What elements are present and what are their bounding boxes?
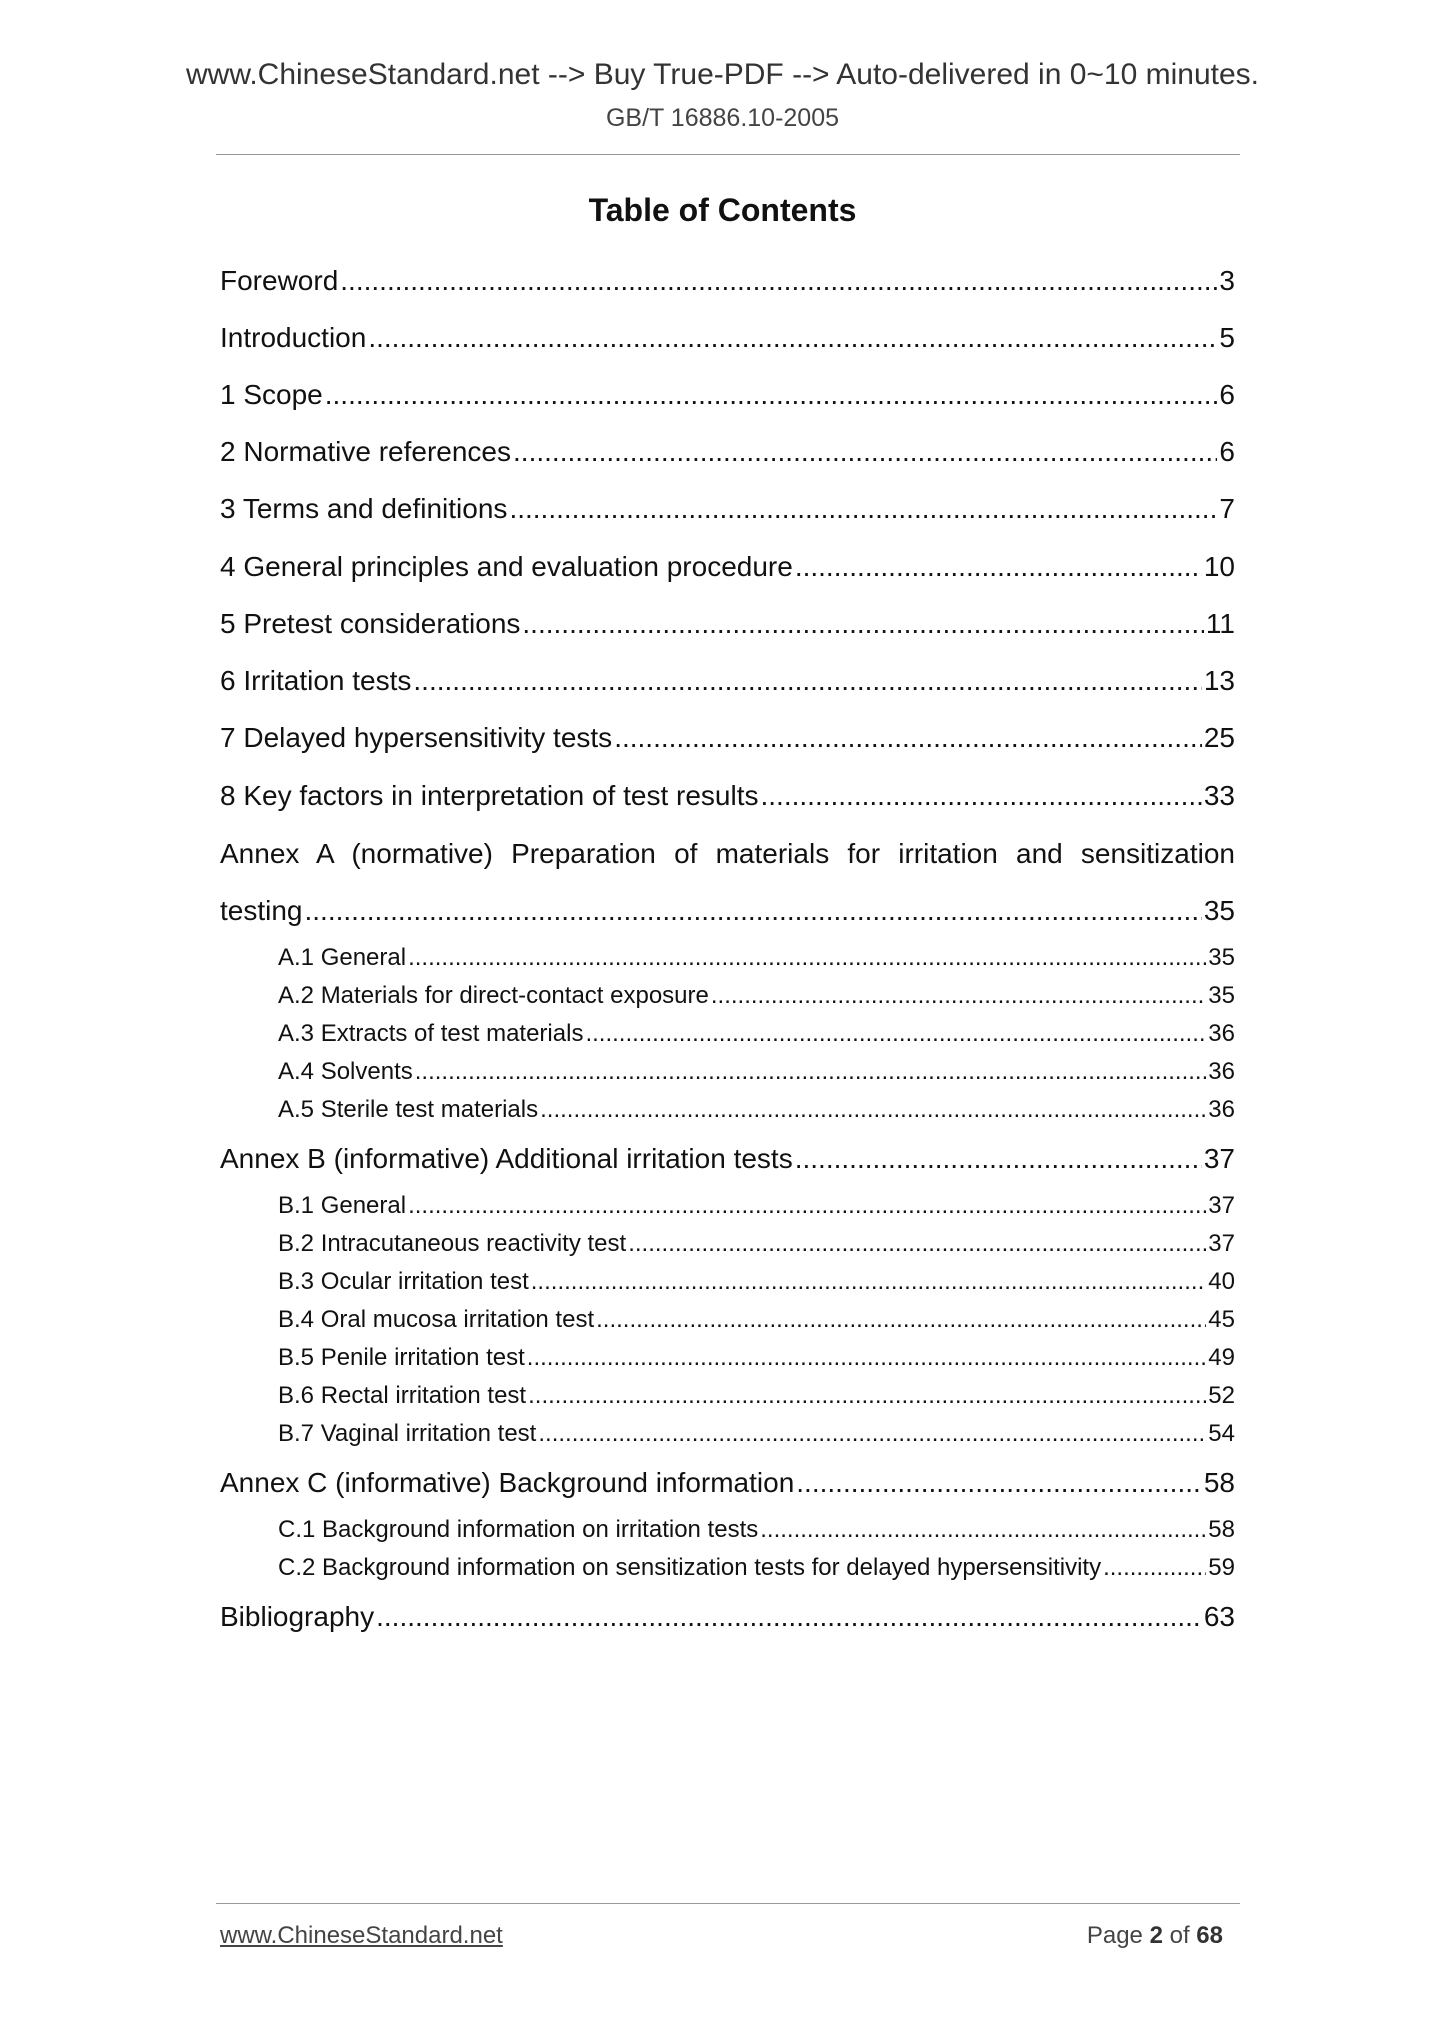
dot-leader — [528, 1380, 1206, 1412]
toc-entry-label: B.2 Intracutaneous reactivity test — [278, 1230, 627, 1257]
toc-entry-page: 35 — [1208, 982, 1235, 1009]
toc-entry-page: 45 — [1208, 1306, 1235, 1333]
toc-entry-page: 36 — [1208, 1058, 1235, 1085]
dot-leader — [413, 661, 1201, 701]
toc-entry-label: A.1 General — [278, 944, 407, 971]
toc-subentry-b3[interactable] — [278, 1266, 1235, 1298]
toc-entry-label: 5 Pretest considerations — [220, 608, 521, 639]
toc-entry-label: 4 General principles and evaluation procedure — [220, 551, 793, 582]
toc-entry-page: 37 — [1208, 1230, 1235, 1257]
dot-leader — [538, 1418, 1206, 1450]
dot-leader — [795, 1139, 1202, 1179]
toc-entry-page: 36 — [1208, 1096, 1235, 1123]
toc-entry-label: B.5 Penile irritation test — [278, 1344, 525, 1371]
toc-entry-page: 58 — [1203, 1467, 1235, 1498]
header-banner: www.ChineseStandard.net --> Buy True-PDF --> Auto-delivered in 0~10 minutes. — [185, 58, 1260, 91]
toc-entry-annex-a-line1[interactable]: Annex A (normative) Preparation of materials for irritation and sensitization — [220, 838, 1235, 869]
toc-entry-page: 10 — [1203, 551, 1235, 582]
toc-entry-scope[interactable] — [220, 375, 1235, 415]
dot-leader — [408, 1190, 1206, 1222]
dot-leader — [760, 776, 1201, 816]
page-prefix: Page — [1086, 1922, 1143, 1949]
toc-entry-page: 7 — [1219, 493, 1235, 524]
toc-entry-label: A.4 Solvents — [278, 1058, 413, 1085]
toc-entry-page: 5 — [1219, 322, 1235, 353]
toc-entry-page: 35 — [1203, 895, 1235, 926]
toc-entry-label: Annex C (informative) Background information — [220, 1467, 795, 1498]
dot-leader — [796, 1463, 1202, 1503]
current-page: 2 — [1149, 1922, 1163, 1949]
toc-entry-label: testing — [220, 895, 303, 926]
toc-entry-label: B.3 Ocular irritation test — [278, 1268, 529, 1295]
toc-entry-page: 6 — [1219, 436, 1235, 467]
toc-entry-label: B.4 Oral mucosa irritation test — [278, 1306, 595, 1333]
dot-leader — [305, 891, 1202, 931]
toc-entry-key-factors[interactable] — [220, 776, 1235, 816]
toc-entry-label: A.3 Extracts of test materials — [278, 1020, 584, 1047]
dot-leader — [522, 604, 1204, 644]
dot-leader — [760, 1514, 1206, 1546]
total-pages: 68 — [1196, 1922, 1223, 1949]
dot-leader — [513, 432, 1217, 472]
toc-subentry-c1[interactable] — [278, 1514, 1235, 1546]
toc-entry-page: 35 — [1208, 944, 1235, 971]
toc-subentry-b5[interactable] — [278, 1342, 1235, 1374]
toc-entry-page: 13 — [1203, 665, 1235, 696]
toc-entry-foreword[interactable] — [220, 261, 1235, 301]
toc-entry-page: 33 — [1203, 780, 1235, 811]
toc-entry-label: B.6 Rectal irritation test — [278, 1382, 527, 1409]
toc-entry-page: 52 — [1208, 1382, 1235, 1409]
toc-entry-bibliography[interactable] — [220, 1597, 1235, 1637]
toc-entry-annex-b[interactable] — [220, 1139, 1235, 1179]
toc-entry-annex-a[interactable] — [220, 891, 1235, 931]
toc-entry-introduction[interactable] — [220, 318, 1235, 358]
toc-entry-label: B.7 Vaginal irritation test — [278, 1420, 537, 1447]
toc-entry-irritation-tests[interactable] — [220, 661, 1235, 701]
dot-leader — [415, 1056, 1207, 1088]
toc-entry-delayed-hypersensitivity[interactable] — [220, 718, 1235, 758]
toc-entry-label: C.2 Background information on sensitization tests for delayed hypersensitivity — [278, 1554, 1102, 1581]
toc-subentry-c2[interactable] — [278, 1552, 1235, 1584]
toc-subentry-a5[interactable] — [278, 1094, 1235, 1126]
header-divider — [216, 154, 1240, 155]
toc-subentry-a3[interactable] — [278, 1018, 1235, 1050]
toc-entry-label: 1 Scope — [220, 379, 323, 410]
toc-entry-normative-references[interactable] — [220, 432, 1235, 472]
toc-entry-label: 3 Terms and definitions — [220, 493, 508, 524]
toc-entry-general-principles[interactable] — [220, 547, 1235, 587]
dot-leader — [408, 942, 1206, 974]
toc-entry-label: Bibliography — [220, 1601, 375, 1632]
toc-entry-page: 25 — [1203, 722, 1235, 753]
dot-leader — [368, 318, 1217, 358]
toc-entry-label: 8 Key factors in interpretation of test results — [220, 780, 759, 811]
footer-site-link[interactable]: www.ChineseStandard.net — [220, 1922, 503, 1949]
toc-entry-pretest[interactable] — [220, 604, 1235, 644]
dot-leader — [711, 980, 1206, 1012]
toc-subentry-a2[interactable] — [278, 980, 1235, 1012]
toc-entry-label: B.1 General — [278, 1192, 407, 1219]
dot-leader — [614, 718, 1202, 758]
toc-entry-label: A.5 Sterile test materials — [278, 1096, 539, 1123]
dot-leader — [585, 1018, 1206, 1050]
toc-entry-annex-c[interactable] — [220, 1463, 1235, 1503]
dot-leader — [376, 1597, 1202, 1637]
toc-subentry-b2[interactable] — [278, 1228, 1235, 1260]
toc-subentry-b7[interactable] — [278, 1418, 1235, 1450]
page-title: Table of Contents — [588, 192, 857, 228]
toc-entry-label: Annex B (informative) Additional irritation tests — [220, 1143, 793, 1174]
dot-leader — [628, 1228, 1206, 1260]
toc-entry-page: 11 — [1205, 608, 1235, 639]
dot-leader — [509, 489, 1217, 529]
page-of: of — [1169, 1922, 1190, 1949]
toc-entry-label: Foreword — [220, 265, 339, 296]
page-indicator — [1087, 1922, 1223, 1950]
dot-leader — [540, 1094, 1206, 1126]
toc-entry-terms[interactable] — [220, 489, 1235, 529]
toc-subentry-a4[interactable] — [278, 1056, 1235, 1088]
toc-entry-page: 36 — [1208, 1020, 1235, 1047]
toc-entry-page: 63 — [1203, 1601, 1235, 1632]
toc-entry-label: A.2 Materials for direct-contact exposure — [278, 982, 709, 1009]
toc-entry-label: Introduction — [220, 322, 367, 353]
toc-entry-page: 3 — [1219, 265, 1235, 296]
toc-entry-page: 37 — [1203, 1143, 1235, 1174]
toc-entry-label: 2 Normative references — [220, 436, 512, 467]
standard-id: GB/T 16886.10-2005 — [605, 104, 840, 132]
toc-entry-page: 54 — [1208, 1420, 1235, 1447]
dot-leader — [795, 547, 1202, 587]
toc-subentry-b1[interactable] — [278, 1190, 1235, 1222]
toc-subentry-a1[interactable] — [278, 942, 1235, 974]
footer-divider — [216, 1903, 1240, 1904]
dot-leader — [527, 1342, 1207, 1374]
toc-entry-page: 37 — [1208, 1192, 1235, 1219]
toc-entry-label: C.1 Background information on irritation tests — [278, 1516, 759, 1543]
toc-entry-page: 40 — [1208, 1268, 1235, 1295]
toc-entry-page: 49 — [1208, 1344, 1235, 1371]
toc-subentry-b6[interactable] — [278, 1380, 1235, 1412]
dot-leader — [531, 1266, 1207, 1298]
toc-entry-label: 6 Irritation tests — [220, 665, 412, 696]
toc-entry-page: 6 — [1219, 379, 1235, 410]
dot-leader — [325, 375, 1218, 415]
toc-entry-page: 58 — [1208, 1516, 1235, 1543]
toc-entry-page: 59 — [1208, 1554, 1235, 1581]
toc-subentry-b4[interactable] — [278, 1304, 1235, 1336]
dot-leader — [340, 261, 1217, 301]
dot-leader — [1103, 1552, 1206, 1584]
toc-entry-label: 7 Delayed hypersensitivity tests — [220, 722, 613, 753]
dot-leader — [596, 1304, 1206, 1336]
